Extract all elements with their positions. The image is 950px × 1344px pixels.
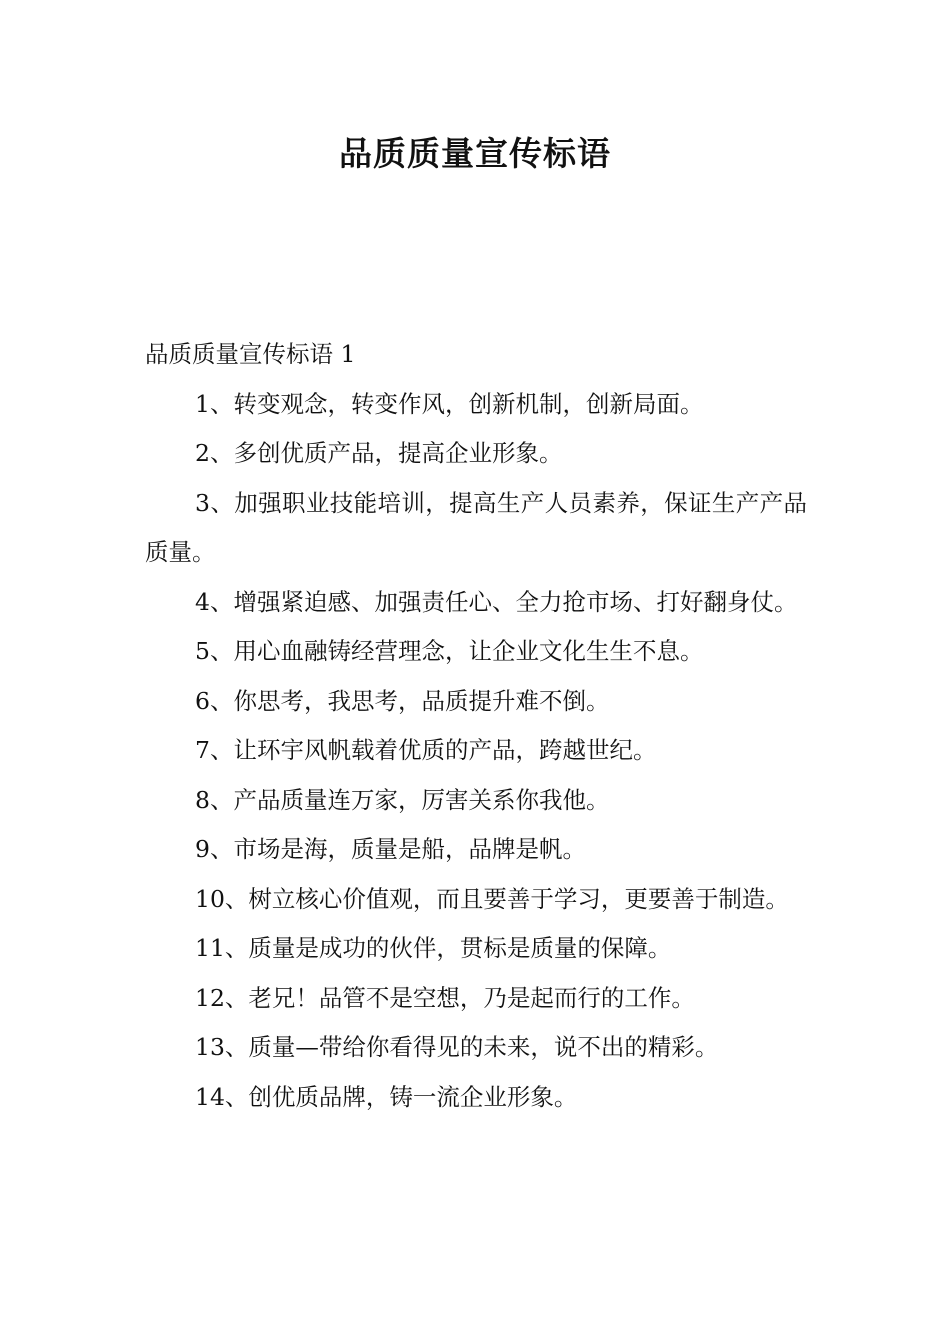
slogan-item: 4、增强紧迫感、加强责任心、全力抢市场、打好翻身仗。: [195, 587, 798, 616]
document-body: [145, 330, 807, 1122]
slogan-item: 12、老兄！品管不是空想，乃是起而行的工作。: [195, 983, 695, 1012]
slogan-item: 11、质量是成功的伙伴，贯标是质量的保障。: [195, 934, 672, 962]
section-heading: 品质质量宣传标语 1: [145, 340, 356, 368]
slogan-item: 3、加强职业技能培训，提高生产人员素养，保证生产产品质量。: [145, 488, 807, 566]
slogan-list: [145, 380, 807, 1123]
slogan-item: 8、产品质量连万家，厉害关系你我他。: [195, 785, 610, 814]
slogan-item: 14、创优质品牌，铸一流企业形象。: [195, 1082, 578, 1111]
slogan-item: 1、转变观念，转变作风，创新机制，创新局面。: [195, 389, 704, 418]
slogan-item: 7、让环宇风帆载着优质的产品，跨越世纪。: [195, 736, 657, 764]
slogan-item: 10、树立核心价值观，而且要善于学习，更要善于制造。: [195, 884, 789, 913]
slogan-item: 9、市场是海，质量是船，品牌是帆。: [195, 835, 586, 863]
slogan-item: 5、用心血融铸经营理念，让企业文化生生不息。: [195, 637, 704, 665]
slogan-item: 2、多创优质产品，提高企业形象。: [195, 439, 563, 467]
document-title: 品质质量宣传标语: [339, 134, 611, 173]
slogan-item: 6、你思考，我思考，品质提升难不倒。: [195, 686, 610, 715]
slogan-item: 13、质量—带给你看得见的未来，说不出的精彩。: [195, 1033, 719, 1061]
